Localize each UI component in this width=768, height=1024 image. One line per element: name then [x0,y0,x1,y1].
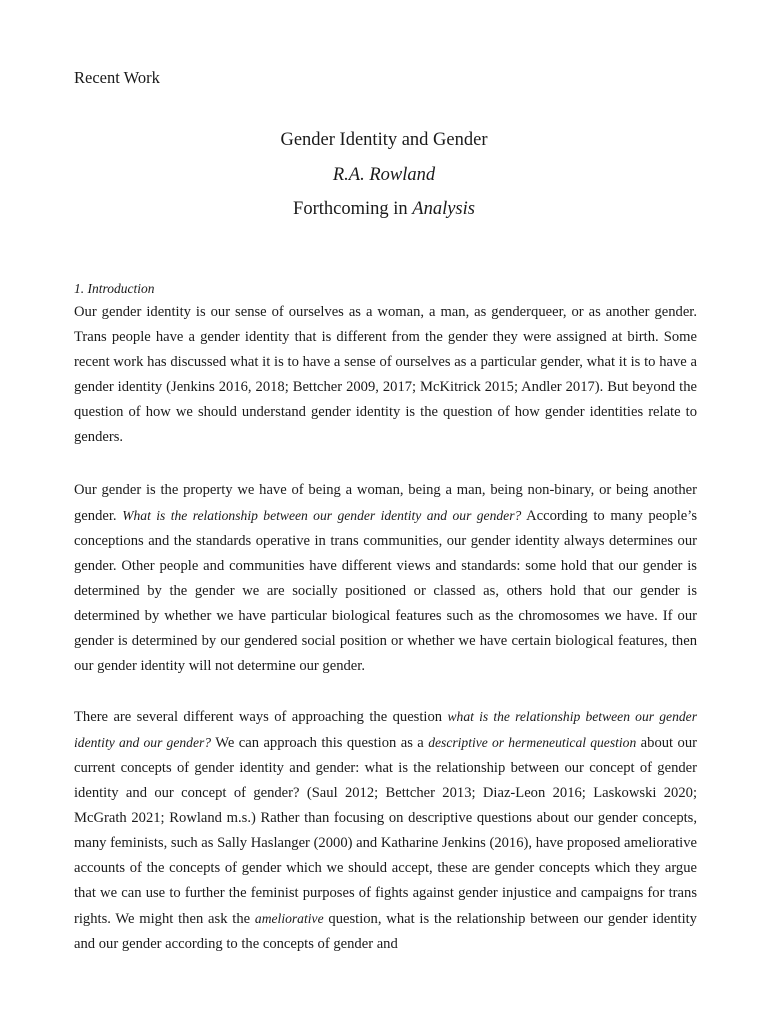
paragraph-3-emphasis: ameliorative [254,911,324,926]
paragraph-2-text: According to many people’s conceptions and the standards operative in trans communities, our gender identity always determines our gender. Other people and communities have different views and standards: some hold that our gender is determined by the gender we are socially positioned or classed as, others hold that our gender is determined by whether we have particular biological features such as the chromosomes we have. If our gender is determined by our gendered social position or whether we have certain biological features, then our gender identity will not determine our gender. [74,508,698,674]
paragraph-2 [74,478,697,679]
paper-author: R.A. Rowland [332,165,436,185]
publication-venue [0,199,768,220]
venue-journal-name: Analysis [412,199,475,219]
paragraph-3-text: about our current concepts of gender identity and gender: what is the relationship between our concept of gender identity and our concept of gender? (Saul 2012; Bettcher 2013; Diaz-Leon 2016; Laskowski 2020; McGrath 2021; Rowland m.s.) Rather than focusing on descriptive questions about our gender concepts, many feminists, such as Sally Haslanger (2000) and Katharine Jenkins (2016), have proposed ameliorative accounts of the concepts of gender which we should accept, these are gender concepts which they argue that we can use to further the feminist purposes of fights against gender injustice and campaigns for trans rights. We might then ask the [74,735,697,927]
paragraph-1: Our gender identity is our sense of ourselves as a woman, a man, as genderqueer, or as another gender. Trans people have a gender identity that is different from the gender they were assigned at birth. Some recent work has discussed what it is to have a sense of ourselves as a particular gender, what it is to have a gender identity (Jenkins 2016, 2018; Bettcher 2009, 2017; McKitrick 2015; Andler 2017). But beyond the question of how we should understand gender identity is the question of how gender identities relate to genders. [74,304,697,445]
paragraph-3 [74,704,697,957]
paragraph-3-text: question, what is the relationship between our gender identity and our gender according to the concepts of gender and [74,911,697,952]
paper-title: Gender Identity and Gender [280,130,488,150]
section-heading: 1. Introduction [74,281,155,296]
running-header: Recent Work [74,68,160,87]
paragraph-2-question: What is the relationship between our gender identity and our gender? [122,508,522,523]
paragraph-3-text: We can approach this question as a [211,735,429,751]
venue-prefix: Forthcoming in [293,199,413,219]
paragraph-2-text: Our gender is the property we have of being a woman, being a man, being non-binary, or being another gender. [74,482,697,524]
paragraph-3-question: what is the relationship between our gender identity and our gender? [74,709,697,750]
paragraph-3-text: There are several different ways of approaching the question [74,709,448,725]
paragraph-3-emphasis: descriptive or hermeneutical question [428,735,637,750]
